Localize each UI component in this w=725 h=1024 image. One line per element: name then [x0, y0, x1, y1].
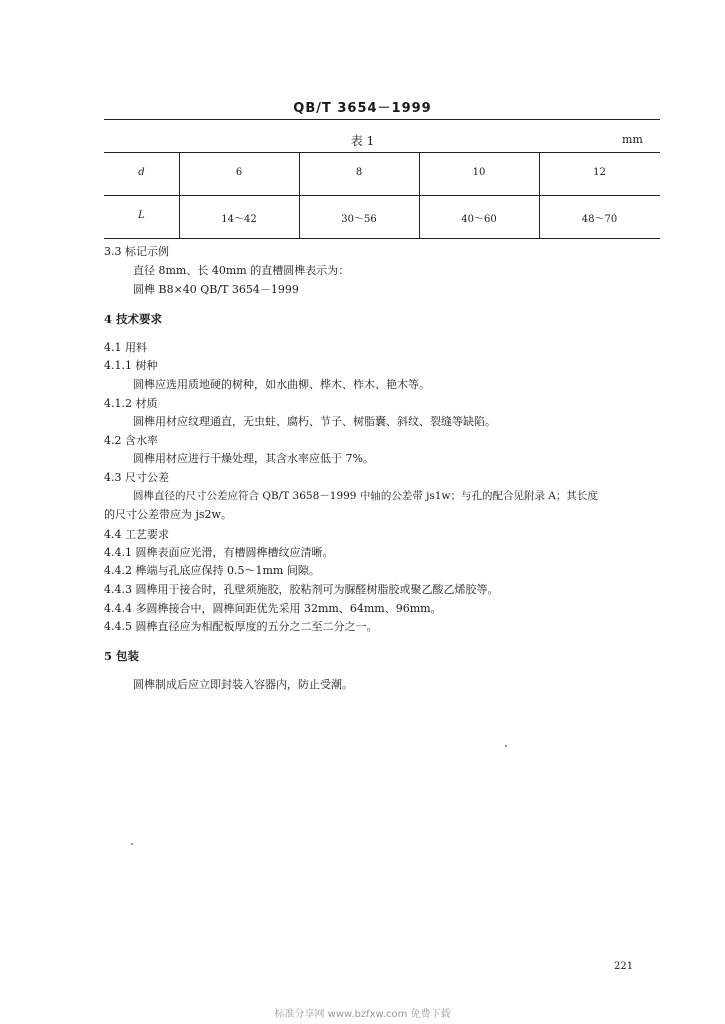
header-rule — [104, 119, 660, 120]
section-4-2-heading: 4.2 含水率 — [104, 434, 158, 447]
section-4-4-heading: 4.4 工艺要求 — [104, 528, 169, 541]
table-divider — [179, 152, 180, 238]
table-cell: 12 — [593, 167, 606, 178]
table-cell: 14～42 — [221, 214, 257, 225]
table-divider — [419, 152, 420, 238]
table-mid-rule — [104, 195, 660, 196]
section-4-heading: 4 技术要求 — [104, 312, 163, 326]
paragraph: 直径 8mm、长 40mm 的直槽圆榫表示为： — [133, 264, 350, 277]
table-bottom-rule — [104, 238, 660, 239]
scan-speck — [505, 745, 507, 747]
section-3-3-heading: 3.3 标记示例 — [104, 245, 169, 258]
table-row-label: d — [138, 167, 145, 178]
clause-4-4-2: 4.4.2 榫端与孔底应保持 0.5～1mm 间隙。 — [104, 564, 320, 577]
table-row-label: L — [138, 210, 145, 221]
clause-4-4-5: 4.4.5 圆榫直径应为相配板厚度的五分之二至二分之一。 — [104, 620, 378, 633]
page-number: 221 — [614, 961, 634, 972]
marking-example: 圆榫 B8×40 QB/T 3654－1999 — [133, 283, 299, 296]
clause-4-4-1: 4.4.1 圆榫表面应光滑，有槽圆榫槽纹应清晰。 — [104, 546, 334, 559]
table-unit: mm — [622, 133, 643, 146]
section-4-3-heading: 4.3 尺寸公差 — [104, 471, 169, 484]
paragraph: 圆榫直径的尺寸公差应符合 QB/T 3658－1999 中轴的公差带 js1w；与孔的配合见附录 A；其长度 — [133, 490, 598, 502]
paragraph: 圆榫应选用质地硬的树种，如水曲柳、桦木、柞木、艳木等。 — [133, 378, 430, 391]
scan-speck — [131, 843, 133, 845]
paragraph: 的尺寸公差带应为 js2w。 — [104, 508, 232, 521]
watermark-footer: 标准分享网 www.bzfxw.com 免费下载 — [274, 1009, 451, 1020]
table-divider — [539, 152, 540, 238]
clause-4-4-4: 4.4.4 多圆榫接合中，圆榫间距优先采用 32mm、64mm、96mm。 — [104, 602, 442, 615]
table-cell: 40～60 — [461, 214, 497, 225]
paragraph: 圆榫制成后应立即封装入容器内，防止受潮。 — [133, 678, 353, 691]
section-5-heading: 5 包装 — [104, 649, 140, 663]
table-title: 表 1 — [350, 134, 375, 148]
table-cell: 10 — [472, 167, 486, 178]
table-top-rule — [104, 152, 660, 153]
paragraph: 圆榫用材应纹理通直，无虫蛀、腐朽、节子、树脂囊、斜纹、裂缝等缺陷。 — [133, 415, 496, 428]
table-cell: 48～70 — [581, 214, 618, 225]
table-cell: 30～56 — [341, 214, 377, 225]
table-cell: 6 — [235, 167, 243, 178]
standard-code: QB/T 3654－1999 — [293, 101, 432, 116]
table-divider — [299, 152, 300, 238]
paragraph: 圆榫用材应进行干燥处理，其含水率应低于 7%。 — [133, 452, 374, 465]
table-cell: 8 — [355, 167, 363, 178]
section-4-1-2-heading: 4.1.2 材质 — [104, 397, 158, 410]
section-4-1-heading: 4.1 用料 — [104, 341, 147, 354]
clause-4-4-3: 4.4.3 圆榫用于接合时，孔壁须施胶，胶粘剂可为脲醛树脂胶或聚乙酸乙烯胶等。 — [104, 583, 499, 596]
section-4-1-1-heading: 4.1.1 树种 — [104, 359, 158, 372]
